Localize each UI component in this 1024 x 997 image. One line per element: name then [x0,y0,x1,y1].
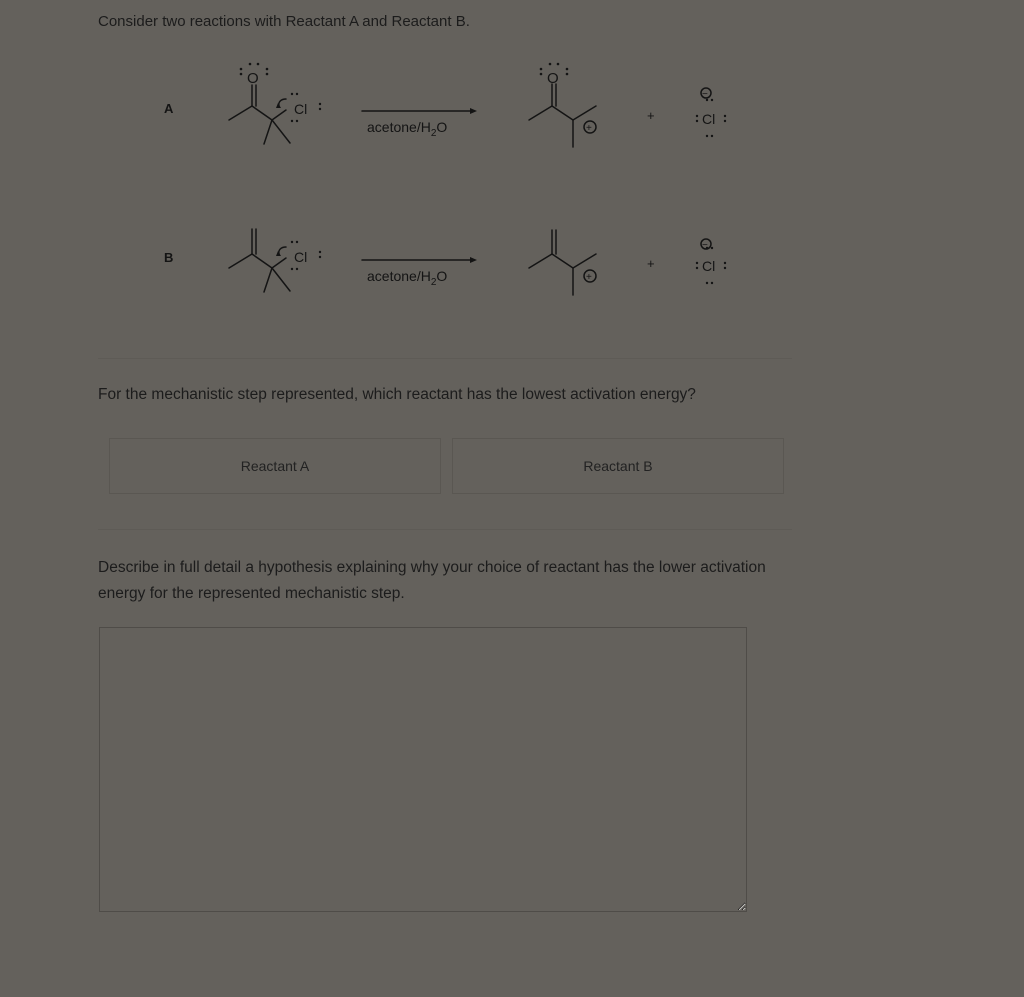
answer-textarea[interactable] [99,627,747,912]
reaction-scheme [140,55,760,305]
divider-bottom [98,529,792,530]
row-b-label: B [164,250,174,265]
choice-reactant-b-label: Reactant B [583,458,653,474]
row-a-product-chain [529,106,596,120]
row-a-methyl-2 [272,120,290,143]
choice-reactant-a-label: Reactant A [240,458,310,474]
reaction-scheme-drawing [140,55,760,305]
choice-reactant-a[interactable] [109,438,441,494]
row-b-reagents: acetone/$H_2O$ [367,268,448,288]
row-b-chloride-minus: − [702,240,708,251]
row-b-cation-plus: + [586,272,592,283]
row-b-product-chain [529,254,596,268]
row-a-c-cl-bond [272,110,286,120]
row-a-reactant-chain [229,106,272,120]
row-b-chloride: Cl [702,258,716,274]
row-a-curved-arrow [279,99,286,106]
row-b-c-cl-bond [272,258,286,268]
row-b-reactant-chain [229,254,272,268]
row-a-cation-plus: + [586,123,592,134]
choice-reactant-b[interactable] [452,438,784,494]
row-a-oxygen: O [247,70,259,87]
row-a-reagents: acetone/$H_2O$ [367,119,448,139]
row-a-chlorine: Cl [294,101,308,117]
row-a-chloride: Cl [702,111,716,127]
row-a-plus: + [647,108,655,123]
row-a-chloride-minus: − [702,89,708,100]
row-a-label: A [164,101,174,116]
row-b-arrowhead [470,257,477,263]
row-a-methyl-1 [264,120,272,144]
prompt-text: Describe in full detail a hypothesis explaining why your choice of reactant has the lower activation energy for the represented mechanistic step. [98,559,766,602]
row-b-plus: + [647,256,655,271]
question-text: For the mechanistic step represented, which reactant has the lowest activation energy? [98,386,696,403]
divider-top [98,358,792,359]
intro-text: Consider two reactions with Reactant A and Reactant B. [98,13,470,30]
row-b-methyl-1 [264,268,272,292]
row-b-chlorine: Cl [294,249,308,265]
row-a-product-oxygen: O [547,70,559,87]
row-b-methyl-2 [272,268,290,291]
row-a-arrowhead [470,108,477,114]
row-b-curved-arrow [279,247,286,254]
